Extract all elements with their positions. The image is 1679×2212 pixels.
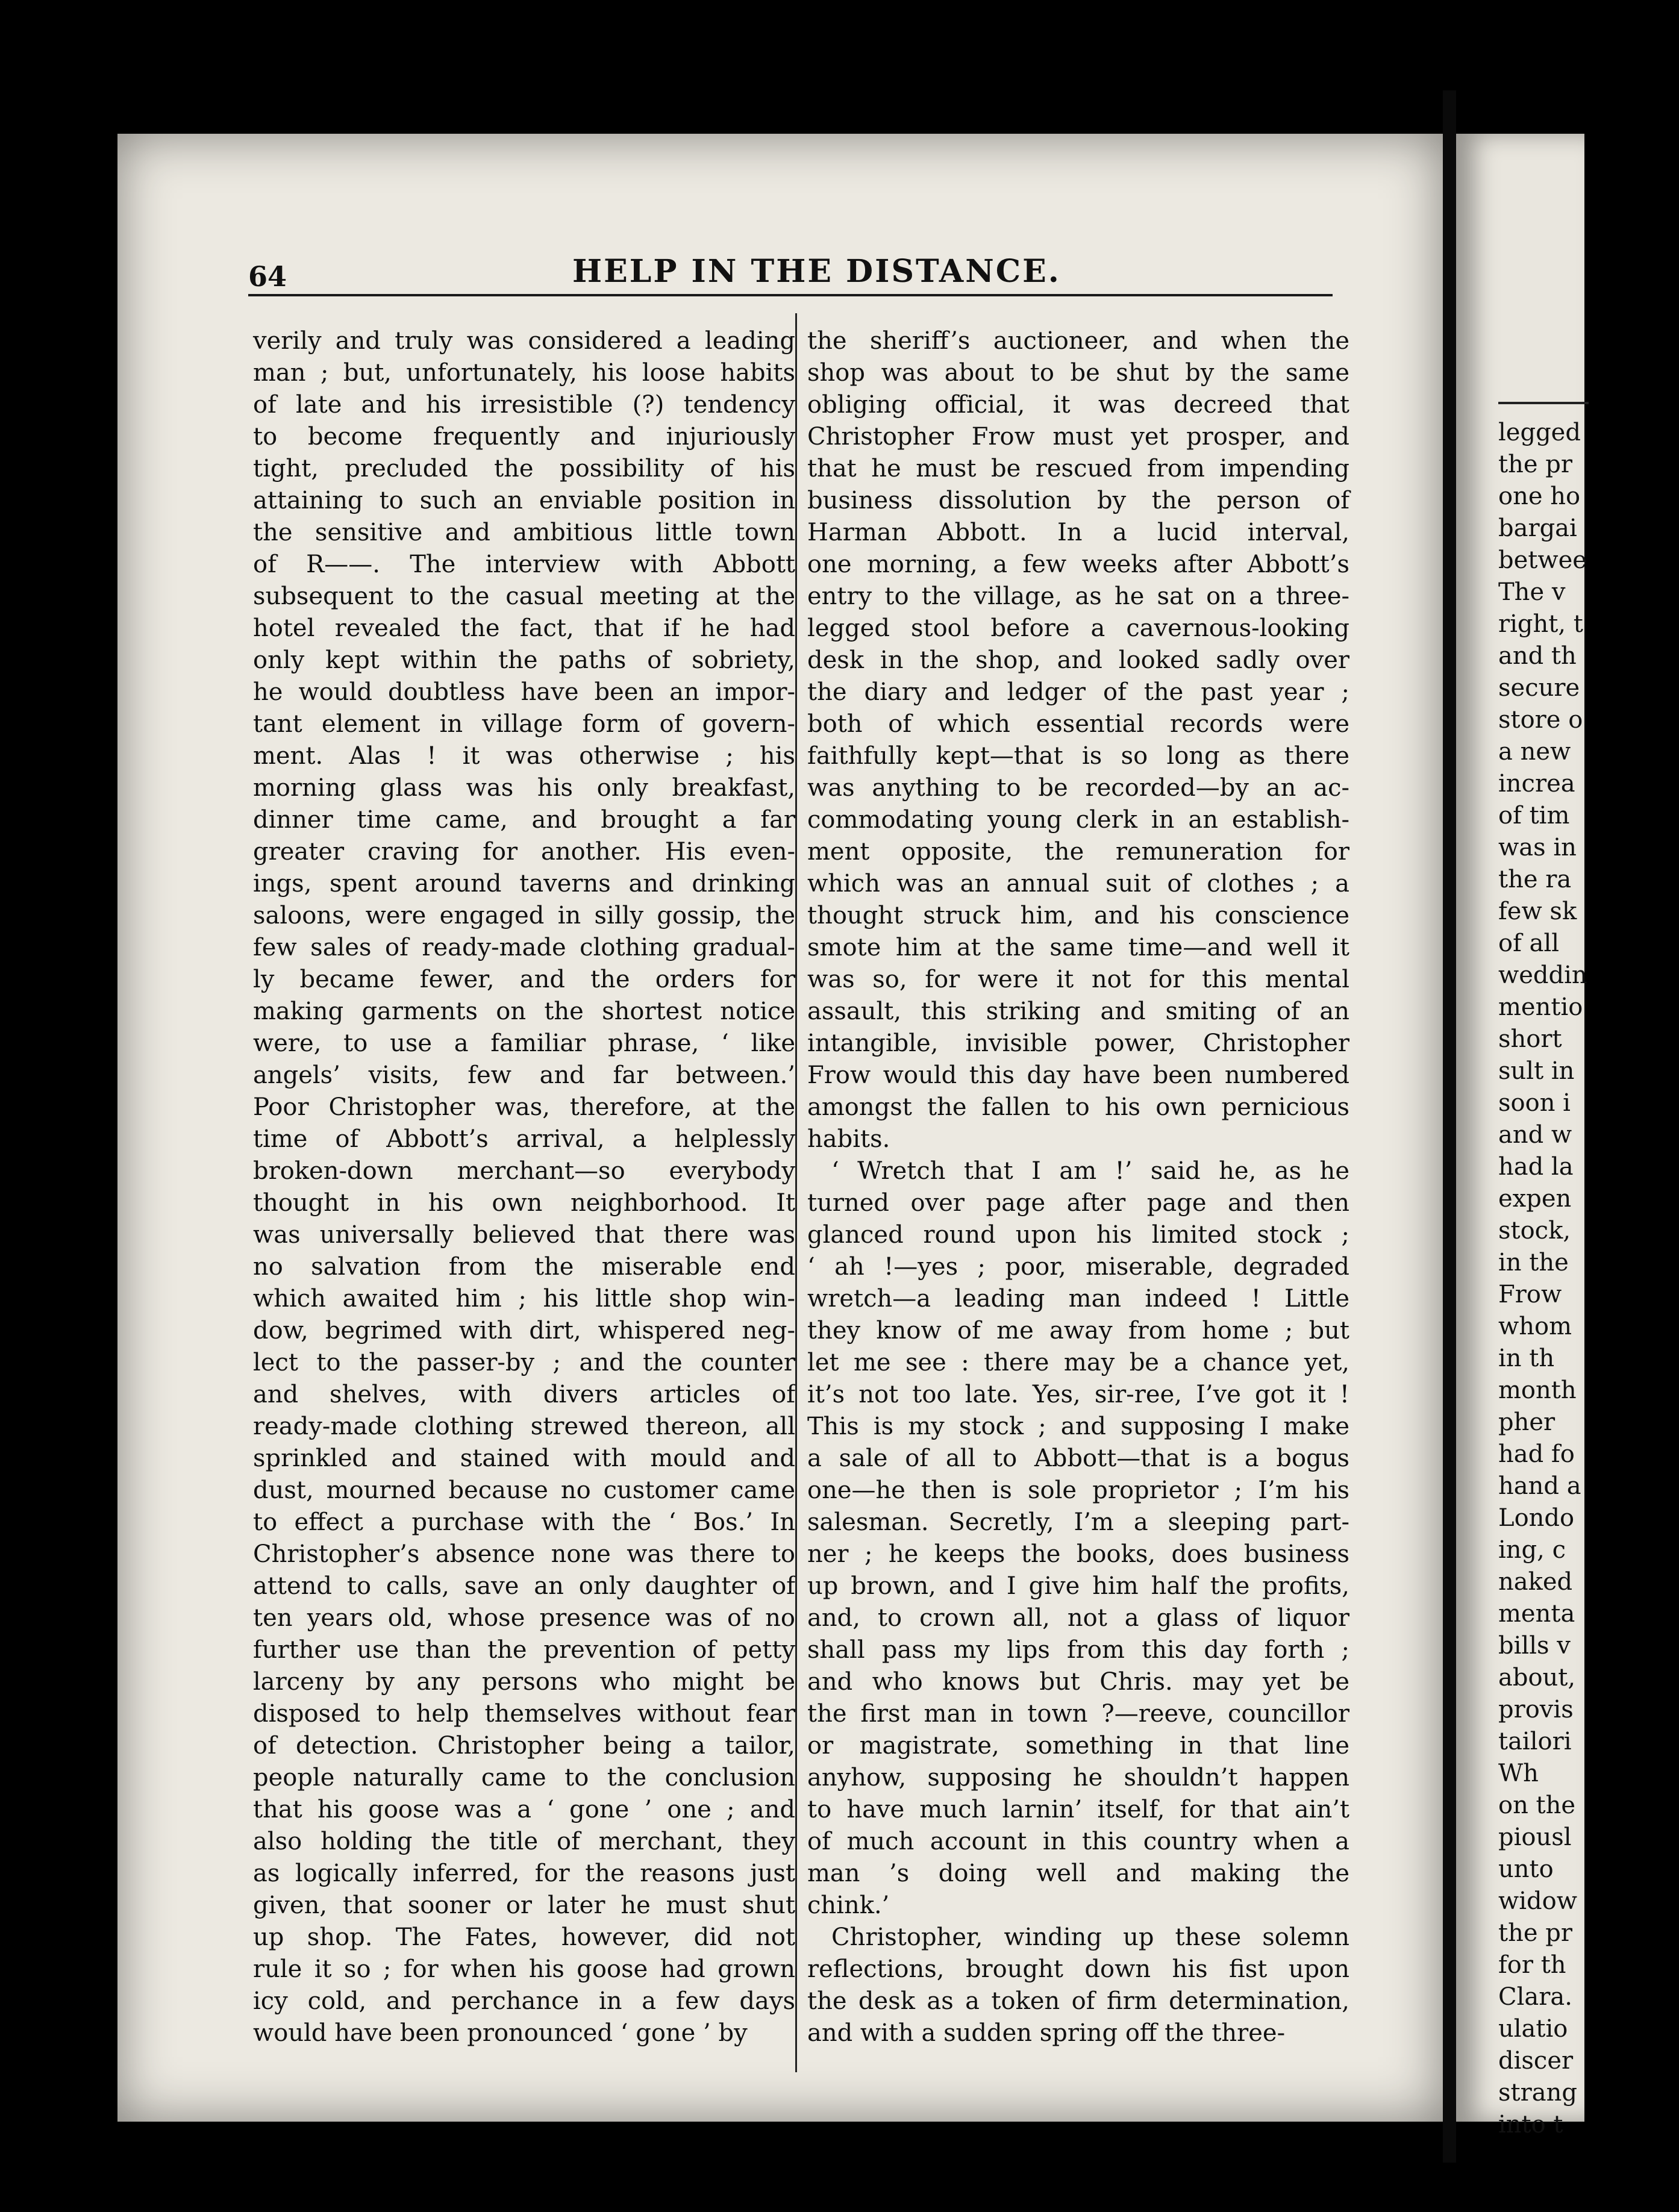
text-line: commodating young clerk in an establish- [807, 806, 1349, 834]
text-line: only kept within the paths of sobriety, [253, 646, 795, 674]
text-line: ment opposite, the remuneration for [807, 838, 1349, 866]
text-line: hotel revealed the fact, that if he had [253, 614, 795, 642]
facing-text-line: was in [1498, 834, 1577, 861]
facing-text-line: on the [1498, 1792, 1576, 1819]
text-line: the sheriff’s auctioneer, and when the [807, 327, 1349, 355]
text-line: to have much larnin’ itself, for that ain’t [807, 1796, 1349, 1823]
facing-text-line: widow [1498, 1887, 1577, 1915]
facing-text-line: hand a [1498, 1472, 1581, 1500]
text-line: man ’s doing well and making the [807, 1860, 1349, 1887]
left-column [253, 325, 795, 2049]
text-line: turned over page after page and then [807, 1189, 1349, 1217]
facing-page-text [1498, 417, 1679, 2141]
text-line: was so, for were it not for this mental [807, 966, 1349, 993]
text-line: one morning, a few weeks after Abbott’s [807, 551, 1349, 578]
facing-text-line: the pr [1498, 451, 1572, 478]
text-line: which was an annual suit of clothes ; a [807, 870, 1349, 898]
facing-text-line: soon i [1498, 1089, 1571, 1117]
text-line: Christopher’s absence none was there to [253, 1540, 795, 1568]
head-rule [248, 294, 1333, 296]
facing-text-line: sult in [1498, 1057, 1575, 1085]
facing-text-line: had la [1498, 1153, 1574, 1181]
text-line: dust, mourned because no customer came [253, 1476, 795, 1504]
facing-text-line: ulatio [1498, 2015, 1568, 2043]
running-head: HELP IN THE DISTANCE. [572, 253, 1061, 290]
text-line: business dissolution by the person of [807, 487, 1349, 514]
text-line: the sensitive and ambitious little town [253, 519, 795, 546]
facing-page [1456, 134, 1587, 2139]
text-line: thought struck him, and his conscience [807, 902, 1349, 929]
text-line: ner ; he keeps the books, does business [807, 1540, 1349, 1568]
text-line: broken-down merchant—so everybody [253, 1157, 795, 1185]
text-line: was universally believed that there was [253, 1221, 795, 1249]
text-line: people naturally came to the conclusion [253, 1764, 795, 1792]
text-line: of late and his irresistible (?) tendency [253, 391, 795, 419]
text-line: anyhow, supposing he shouldn’t happen [807, 1764, 1349, 1792]
text-line: making garments on the shortest notice [253, 998, 795, 1025]
text-line: of R——. The interview with Abbott [253, 551, 795, 578]
text-line: greater craving for another. His even- [253, 838, 795, 866]
text-line: intangible, invisible power, Christopher [807, 1029, 1349, 1057]
text-line: disposed to help themselves without fear [253, 1700, 795, 1728]
facing-text-line: right, t [1498, 610, 1583, 638]
text-line: Christopher Frow must yet prosper, and [807, 423, 1349, 451]
text-line: ‘ ah !—yes ; poor, miserable, degraded [807, 1253, 1349, 1281]
text-line: This is my stock ; and supposing I make [807, 1413, 1349, 1440]
facing-text-line: the ra [1498, 866, 1572, 893]
text-line: the desk as a token of firm determination, [807, 1987, 1349, 2015]
text-line: the first man in town ?—reeve, councillor [807, 1700, 1349, 1728]
facing-text-line: whom [1498, 1313, 1572, 1340]
facing-text-line: and w [1498, 1121, 1572, 1149]
facing-text-line: pher [1498, 1408, 1555, 1436]
text-line: attaining to such an enviable position in [253, 487, 795, 514]
text-line: and shelves, with divers articles of [253, 1381, 795, 1408]
facing-text-line: for th [1498, 1951, 1566, 1979]
text-line: as logically inferred, for the reasons just [253, 1860, 795, 1887]
facing-head-rule [1498, 402, 1589, 404]
text-line: that his goose was a ‘ gone ’ one ; and [253, 1796, 795, 1823]
text-line: further use than the prevention of petty [253, 1636, 795, 1664]
text-line: ly became fewer, and the orders for [253, 966, 795, 993]
text-line: Poor Christopher was, therefore, at the [253, 1093, 795, 1121]
text-line: to become frequently and injuriously [253, 423, 795, 451]
facing-text-line: of tim [1498, 802, 1570, 830]
facing-text-line: betwee [1498, 546, 1587, 574]
facing-text-line: Frow [1498, 1281, 1562, 1308]
text-line: would have been pronounced ‘ gone ’ by [253, 2019, 748, 2047]
facing-text-line: in the [1498, 1249, 1569, 1276]
text-line: the diary and ledger of the past year ; [807, 678, 1349, 706]
text-line: entry to the village, as he sat on a three- [807, 583, 1349, 610]
text-line: few sales of ready-made clothing gradual- [253, 934, 795, 961]
facing-text-line: and th [1498, 642, 1577, 670]
facing-text-line: had fo [1498, 1440, 1575, 1468]
column-rule [795, 313, 797, 2072]
text-line: Christopher, winding up these solemn [831, 1923, 1349, 1951]
facing-text-line: menta [1498, 1600, 1575, 1628]
text-line: one—he then is sole proprietor ; I’m his [807, 1476, 1349, 1504]
text-line: morning glass was his only breakfast, [253, 774, 795, 802]
facing-text-line: few sk [1498, 898, 1577, 925]
text-line: of detection. Christopher being a tailor, [253, 1732, 795, 1760]
facing-text-line: strang [1498, 2079, 1577, 2107]
facing-text-line: unto [1498, 1855, 1554, 1883]
text-line: ‘ Wretch that I am !’ said he, as he [831, 1157, 1349, 1185]
facing-text-line: Londo [1498, 1504, 1575, 1532]
text-line: no salvation from the miserable end [253, 1253, 795, 1281]
text-line: glanced round upon his limited stock ; [807, 1221, 1349, 1249]
facing-text-line: naked [1498, 1568, 1573, 1596]
text-line: wretch—a leading man indeed ! Little [807, 1285, 1349, 1313]
facing-text-line: bills v [1498, 1632, 1571, 1660]
text-line: or magistrate, something in that line [807, 1732, 1349, 1760]
facing-text-line: increa [1498, 770, 1575, 798]
facing-text-line: mentio [1498, 993, 1583, 1021]
text-line: angels’ visits, few and far between.’ [253, 1061, 795, 1089]
facing-text-line: a new [1498, 738, 1571, 766]
text-line: were, to use a familiar phrase, ‘ like [253, 1029, 795, 1057]
facing-text-line: tailori [1498, 1728, 1572, 1755]
text-line: they know of me away from home ; but [807, 1317, 1349, 1345]
text-line: legged stool before a cavernous-looking [807, 614, 1349, 642]
text-line: salesman. Secretly, I’m a sleeping part- [807, 1508, 1349, 1536]
text-line: which awaited him ; his little shop win- [253, 1285, 795, 1313]
facing-text-line: short [1498, 1025, 1562, 1053]
text-line: he would doubtless have been an impor- [253, 678, 795, 706]
text-line: Harman Abbott. In a lucid interval, [807, 519, 1349, 546]
text-line: verily and truly was considered a leading [253, 327, 795, 355]
text-line: to effect a purchase with the ‘ Bos.’ In [253, 1508, 795, 1536]
text-line: icy cold, and perchance in a few days [253, 1987, 795, 2015]
text-line: smote him at the same time—and well it [807, 934, 1349, 961]
text-line: Frow would this day have been numbered [807, 1061, 1349, 1089]
text-line: and with a sudden spring off the three- [807, 2019, 1286, 2047]
text-line: habits. [807, 1125, 890, 1153]
facing-text-line: secure [1498, 674, 1580, 702]
text-line: ten years old, whose presence was of no [253, 1604, 795, 1632]
facing-text-line: of all [1498, 929, 1560, 957]
text-line: reflections, brought down his fist upon [807, 1955, 1349, 1983]
facing-text-line: one ho [1498, 483, 1581, 510]
text-line: time of Abbott’s arrival, a helplessly [253, 1125, 795, 1153]
text-line: dow, begrimed with dirt, whispered neg- [253, 1317, 795, 1345]
text-line: also holding the title of merchant, they [253, 1828, 795, 1855]
facing-text-line: discer [1498, 2047, 1574, 2075]
text-line: it’s not too late. Yes, sir-ree, I’ve got it ! [807, 1381, 1349, 1408]
text-line: obliging official, it was decreed that [807, 391, 1349, 419]
page-number: 64 [248, 260, 287, 293]
facing-text-line: piousl [1498, 1823, 1572, 1851]
facing-text-line: stock, [1498, 1217, 1571, 1245]
text-line: that he must be rescued from impending [807, 455, 1349, 483]
text-line: man ; but, unfortunately, his loose habits [253, 359, 795, 387]
text-line: subsequent to the casual meeting at the [253, 583, 795, 610]
text-line: let me see : there may be a chance yet, [807, 1349, 1349, 1376]
text-line: thought in his own neighborhood. It [253, 1189, 795, 1217]
text-line: amongst the fallen to his own pernicious [807, 1093, 1349, 1121]
facing-text-line: Clara. [1498, 1983, 1572, 2011]
facing-text-line: month [1498, 1376, 1577, 1404]
text-line: and, to crown all, not a glass of liquor [807, 1604, 1349, 1632]
text-line: lect to the passer-by ; and the counter [253, 1349, 795, 1376]
facing-text-line: store o [1498, 706, 1583, 734]
text-line: faithfully kept—that is so long as there [807, 742, 1349, 770]
text-line: up brown, and I give him half the profits, [807, 1572, 1349, 1600]
text-line: larceny by any persons who might be [253, 1668, 795, 1696]
text-line: dinner time came, and brought a far [253, 806, 795, 834]
facing-text-line: into t [1498, 2111, 1563, 2139]
text-line: assault, this striking and smiting of an [807, 998, 1349, 1025]
text-line: of much account in this country when a [807, 1828, 1349, 1855]
facing-text-line: The v [1498, 578, 1566, 606]
facing-text-line: Wh [1498, 1760, 1539, 1787]
text-line: was anything to be recorded—by an ac- [807, 774, 1349, 802]
facing-text-line: in th [1498, 1345, 1555, 1372]
text-line: rule it so ; for when his goose had grown [253, 1955, 795, 1983]
text-line: sprinkled and stained with mould and [253, 1445, 795, 1472]
facing-text-line: weddin [1498, 961, 1587, 989]
facing-text-line: bargai [1498, 514, 1577, 542]
text-line: desk in the shop, and looked sadly over [807, 646, 1349, 674]
text-line: and who knows but Chris. may yet be [807, 1668, 1349, 1696]
text-line: saloons, were engaged in silly gossip, the [253, 902, 795, 929]
text-line: shall pass my lips from this day forth ; [807, 1636, 1349, 1664]
text-line: given, that sooner or later he must shut [253, 1892, 795, 1919]
text-line: chink.’ [807, 1892, 890, 1919]
text-line: shop was about to be shut by the same [807, 359, 1349, 387]
facing-text-line: about, [1498, 1664, 1576, 1692]
binding-gutter [1443, 90, 1456, 2163]
text-line: a sale of all to Abbott—that is a bogus [807, 1445, 1349, 1472]
text-line: tight, precluded the possibility of his [253, 455, 795, 483]
facing-text-line: legged [1498, 419, 1581, 446]
text-line: ings, spent around taverns and drinking [253, 870, 795, 898]
text-line: ready-made clothing strewed thereon, all [253, 1413, 795, 1440]
facing-text-line: the pr [1498, 1919, 1572, 1947]
text-line: ment. Alas ! it was otherwise ; his [253, 742, 795, 770]
facing-text-line: provis [1498, 1696, 1574, 1723]
right-column [807, 325, 1349, 2049]
facing-text-line: ing, c [1498, 1536, 1566, 1564]
text-line: attend to calls, save an only daughter of [253, 1572, 795, 1600]
text-line: up shop. The Fates, however, did not [253, 1923, 795, 1951]
text-line: both of which essential records were [807, 710, 1349, 738]
facing-text-line: expen [1498, 1185, 1572, 1213]
text-line: tant element in village form of govern- [253, 710, 795, 738]
